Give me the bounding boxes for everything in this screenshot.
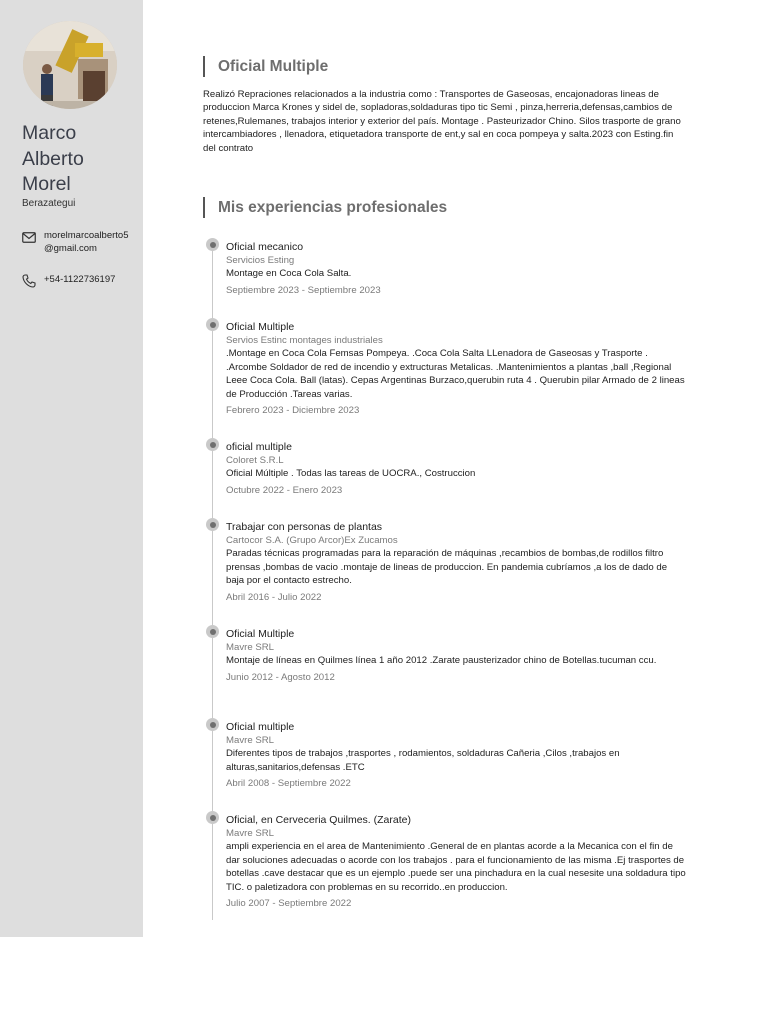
job-company: Mavre SRL xyxy=(226,642,274,653)
experience-title: Mis experiencias profesionales xyxy=(218,198,448,216)
job-entry xyxy=(226,441,686,497)
timeline-dot xyxy=(206,718,219,731)
summary-title: Oficial Multiple xyxy=(218,57,329,75)
job-dates: Abril 2008 - Septiembre 2022 xyxy=(226,778,351,790)
job-description: Montage en Coca Cola Salta. xyxy=(226,268,352,279)
phone-contact xyxy=(22,273,136,287)
summary-heading xyxy=(203,56,328,77)
job-company: Mavre SRL xyxy=(226,828,274,839)
job-description: Paradas técnicas programadas para la reparación de máquinas ,recambios de bombas,de rodillos filtro prensas ,bombas de vacio .montaje de lineas de produccion. En pandemia cubríamos ,a los de dado de baja por el contacto estrecho. xyxy=(226,548,668,587)
job-dates: Abril 2016 - Julio 2022 xyxy=(226,591,322,603)
phone-text[interactable]: +54-1122736197 xyxy=(44,274,116,285)
avatar xyxy=(23,21,117,109)
job-description: Diferentes tipos de trabajos ,trasportes , rodamientos, soldaduras Cañeria ,Cilos ,trabajos en alturas,sanitarios,defensas .ETC xyxy=(226,748,620,773)
job-description: .Montage en Coca Cola Femsas Pompeya. .Coca Cola Salta LLenadora de Gaseosas y Trasporte . .Arcombe Soldador de red de incendio y extructuras Metalicas. .Mantenimientos a plantas ,ball ,Regional Leee Coca Cola. Ball (latas). Cepas Argentinas Burzaco,querubin ruta 4 . Querubin pilar Armado de 2 lineas de Producción .Tareas varias. xyxy=(226,348,685,400)
job-entry xyxy=(226,321,686,417)
timeline-dot xyxy=(206,238,219,251)
job-company: Servios Estinc montages industriales xyxy=(226,335,383,346)
job-dates: Junio 2012 - Agosto 2012 xyxy=(226,671,335,683)
job-entry xyxy=(226,521,686,604)
job-title: Oficial multiple xyxy=(226,721,295,733)
email-text[interactable]: morelmarcoalberto5@gmail.com xyxy=(44,230,129,254)
name-line-3: Morel xyxy=(22,173,71,195)
job-description: ampli experiencia en el area de Mantenimiento .General de en plantas acorde a la Mecanica con el fin de dar soluciones adecuadas o acorde con los trabajos . para el funcionamiento de las misma .Ej trasportes de botellas .cave destacar que es un ejemplo .puede ser una pinchadura en la cual nesesite una soldadura tipo TIC. o paletizadora con problemas en su recorrido..en produccion. xyxy=(226,841,686,893)
heading-bar xyxy=(203,56,205,77)
heading-bar xyxy=(203,197,205,218)
sidebar xyxy=(0,0,143,937)
timeline-dot xyxy=(206,811,219,824)
job-dates: Febrero 2023 - Diciembre 2023 xyxy=(226,405,360,417)
experience-heading xyxy=(203,197,447,218)
job-title: Trabajar con personas de plantas xyxy=(226,521,383,533)
job-title: oficial multiple xyxy=(226,441,292,453)
summary-text: Realizó Repraciones relacionados a la industria como : Transportes de Gaseosas, encajonadoras lineas de produccion Marca Krones y sidel de, sopladoras,soldaduras tipo tic Semi , pinza,herreria,defensas,cambios de retenes,Rulemanes, trabajos interior y exterior del país. Montage . Pasteurizador Chino. Silos trasporte de grano intercambiadores , llenadora, etiquetadora transporte de ent,y sal en coca pompeya y salta.2023 con Esting.fin del contrato xyxy=(203,89,681,154)
timeline-dot xyxy=(206,518,219,531)
name-line-2: Alberto xyxy=(22,147,84,170)
job-description: Oficial Múltiple . Todas las tareas de UOCRA., Costruccion xyxy=(226,468,476,479)
job-dates: Septiembre 2023 - Septiembre 2023 xyxy=(226,284,381,296)
name-line-1: Marco xyxy=(22,122,77,144)
phone-icon xyxy=(22,273,38,287)
mail-icon xyxy=(22,229,38,243)
candidate-name xyxy=(22,121,140,198)
email-contact xyxy=(22,229,136,255)
job-company: Servicios Esting xyxy=(226,255,295,266)
job-dates: Julio 2007 - Septiembre 2022 xyxy=(226,898,352,910)
timeline-dot xyxy=(206,318,219,331)
job-company: Cartocor S.A. (Grupo Arcor)Ex Zucamos xyxy=(226,535,398,546)
job-entry xyxy=(226,241,686,297)
profile-photo xyxy=(23,21,117,109)
job-company: Mavre SRL xyxy=(226,735,274,746)
timeline-dot xyxy=(206,438,219,451)
job-title: Oficial Multiple xyxy=(226,628,295,640)
job-entry xyxy=(226,721,686,790)
job-title: Oficial mecanico xyxy=(226,241,304,253)
job-entry xyxy=(226,814,686,910)
job-title: Oficial, en Cerveceria Quilmes. (Zarate) xyxy=(226,814,411,826)
job-entry xyxy=(226,628,686,684)
job-description: Montaje de líneas en Quilmes línea 1 año 2012 .Zarate pausterizador chino de Botellas.tucuman ccu. xyxy=(226,655,657,666)
job-company: Coloret S.R.L xyxy=(226,455,284,466)
job-dates: Octubre 2022 - Enero 2023 xyxy=(226,484,343,496)
timeline-dot xyxy=(206,625,219,638)
location: Berazategui xyxy=(22,198,76,209)
job-title: Oficial Multiple xyxy=(226,321,295,333)
